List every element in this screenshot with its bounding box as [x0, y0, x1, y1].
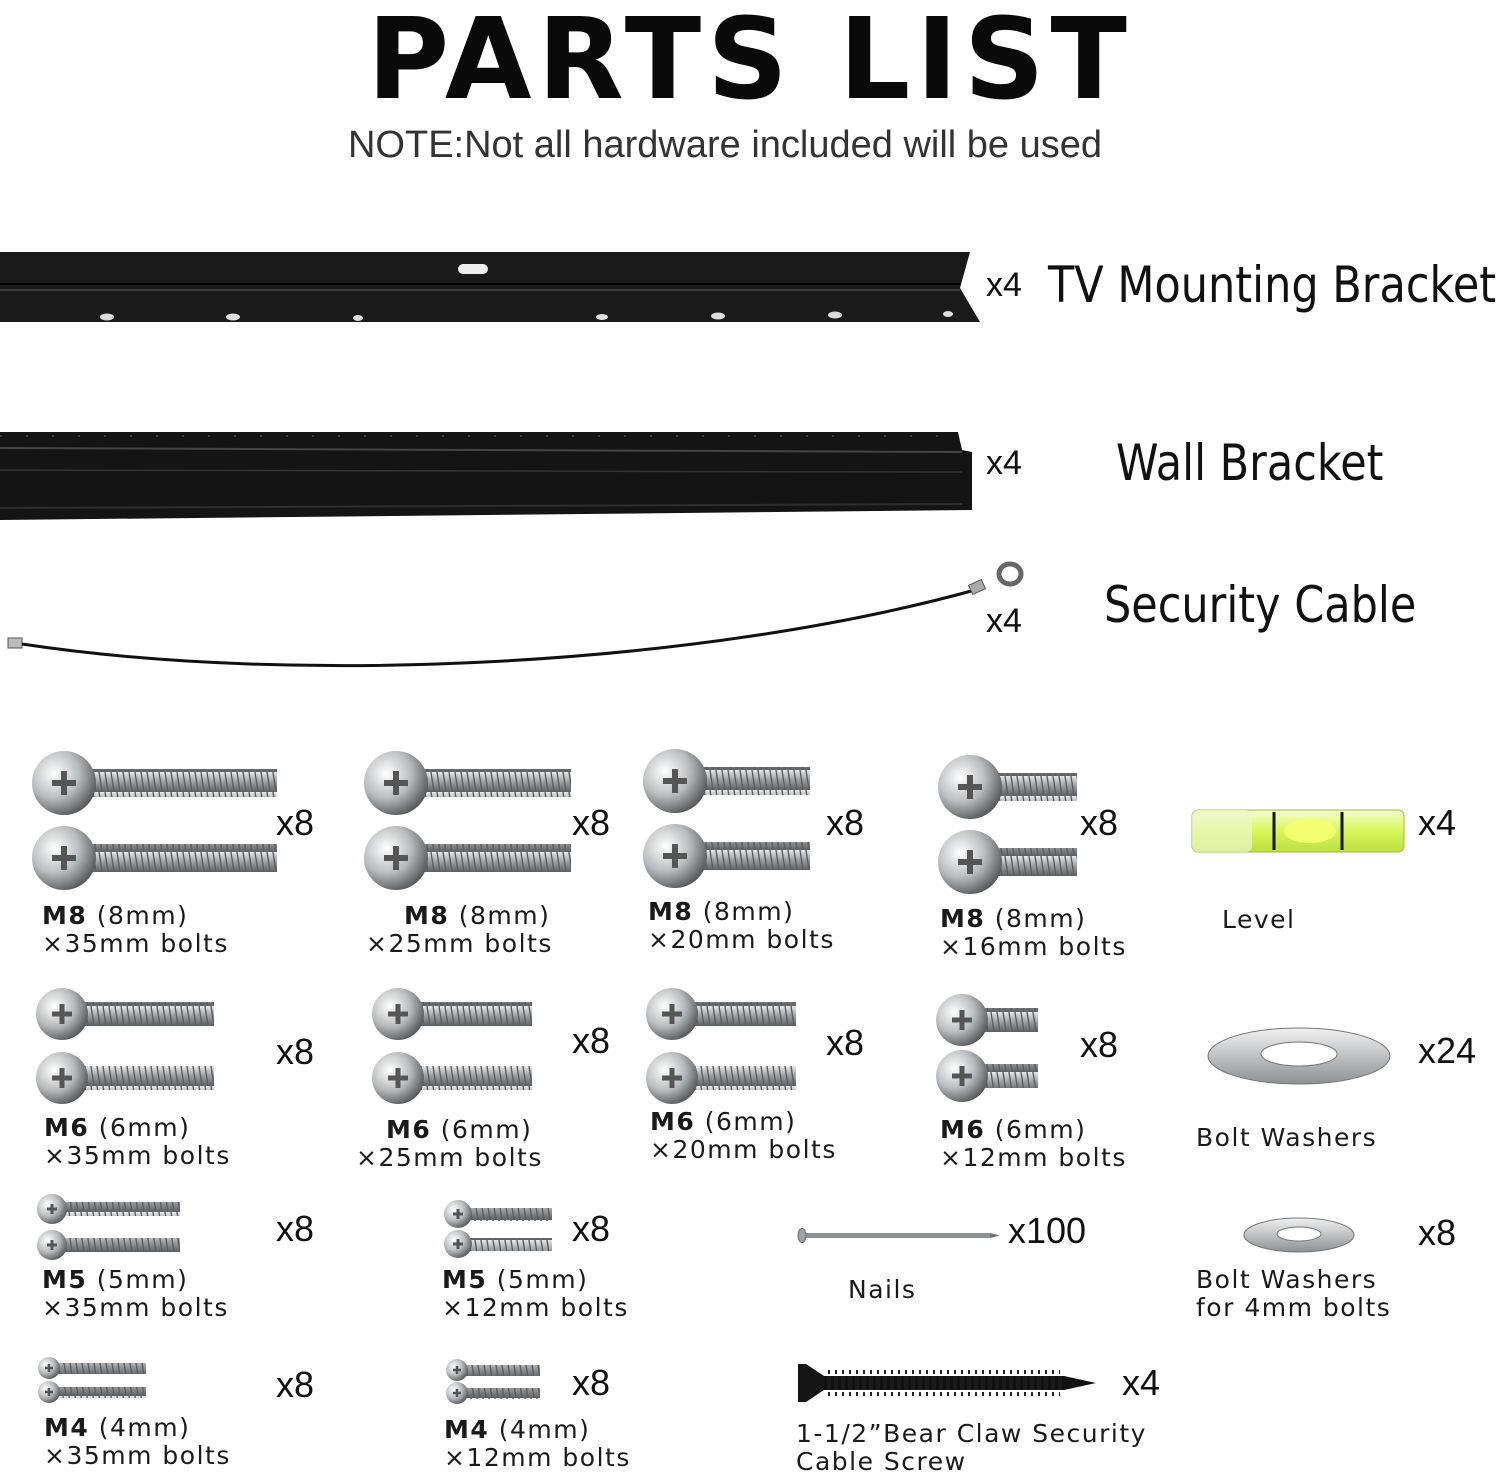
m4-35mm-dia: (4mm) [98, 1413, 191, 1442]
m8-20mm-caption [648, 898, 835, 954]
small-washer-label-line2: for 4mm bolts [1196, 1293, 1392, 1322]
m6-12mm-length: ×12mm bolts [940, 1143, 1127, 1172]
level-label: Level [1222, 905, 1296, 934]
m4-12mm-size: M4 [444, 1415, 490, 1444]
bolt-washer-icon [1206, 1026, 1392, 1086]
note-text: NOTE:Not all hardware included will be used [347, 124, 1103, 166]
small-washer-label [1196, 1266, 1391, 1322]
security-cable-label: Security Cable [1104, 576, 1417, 634]
m8-20mm-qty: x8 [826, 802, 865, 843]
m5-35mm-bolt-icon [38, 1192, 188, 1267]
m6-12mm-caption [940, 1116, 1127, 1172]
bear-claw-screw-qty: x4 [1122, 1362, 1161, 1403]
small-washer-qty: x8 [1418, 1212, 1457, 1253]
page-title: PARTS LIST [367, 0, 1133, 125]
small-washer-icon [1242, 1216, 1356, 1254]
m6-12mm-bolt-icon [936, 992, 1046, 1112]
m8-20mm-length: ×20mm bolts [648, 925, 835, 954]
wall-bracket-qty: x4 [986, 444, 1022, 482]
m6-25mm-caption [356, 1116, 543, 1172]
tv-mounting-bracket-icon [0, 250, 990, 330]
m8-16mm-bolt-icon [938, 756, 1088, 906]
m4-35mm-length: ×35mm bolts [44, 1441, 231, 1470]
m5-12mm-qty: x8 [572, 1208, 611, 1249]
security-cable-icon [0, 556, 1030, 696]
m6-25mm-bolt-icon [372, 986, 542, 1106]
m5-12mm-bolt-icon [444, 1200, 559, 1262]
m6-35mm-size: M6 [44, 1113, 90, 1142]
m6-12mm-size: M6 [940, 1115, 986, 1144]
m6-35mm-bolt-icon [36, 986, 226, 1106]
wall-bracket-icon [0, 430, 975, 522]
m6-20mm-caption [650, 1108, 837, 1164]
m8-16mm-caption [940, 905, 1127, 961]
m6-20mm-dia: (6mm) [704, 1107, 797, 1136]
m8-16mm-size: M8 [940, 904, 986, 933]
bear-claw-screw-icon [798, 1362, 1098, 1404]
m8-25mm-dia: (8mm) [458, 901, 551, 930]
small-washer-label-line1: Bolt Washers [1196, 1265, 1378, 1294]
security-cable-qty: x4 [986, 602, 1022, 640]
m4-12mm-dia: (4mm) [498, 1415, 591, 1444]
m5-35mm-qty: x8 [276, 1208, 315, 1249]
m4-35mm-caption [44, 1414, 231, 1470]
m8-35mm-dia: (8mm) [96, 901, 189, 930]
m5-35mm-size: M5 [42, 1265, 88, 1294]
m8-16mm-length: ×16mm bolts [940, 932, 1127, 961]
m4-12mm-length: ×12mm bolts [444, 1443, 631, 1472]
m8-35mm-length: ×35mm bolts [42, 929, 229, 958]
level-icon [1192, 810, 1407, 856]
m5-35mm-dia: (5mm) [96, 1265, 189, 1294]
m5-35mm-length: ×35mm bolts [42, 1293, 229, 1322]
m6-20mm-bolt-icon [646, 986, 806, 1106]
wall-bracket-label: Wall Bracket [1116, 434, 1384, 492]
m4-35mm-size: M4 [44, 1413, 90, 1442]
m4-12mm-caption [444, 1416, 631, 1472]
m4-35mm-bolt-icon [38, 1356, 153, 1406]
m5-12mm-length: ×12mm bolts [442, 1293, 629, 1322]
m6-12mm-qty: x8 [1080, 1024, 1119, 1065]
m4-35mm-qty: x8 [276, 1364, 315, 1405]
nails-qty: x100 [1008, 1210, 1087, 1251]
bear-claw-screw-label [796, 1420, 1147, 1476]
nail-icon [796, 1226, 1006, 1246]
bear-claw-screw-label-line2: Cable Screw [796, 1447, 967, 1476]
m6-20mm-length: ×20mm bolts [650, 1135, 837, 1164]
m5-12mm-size: M5 [442, 1265, 488, 1294]
m8-16mm-qty: x8 [1080, 802, 1119, 843]
tv-mounting-bracket-qty: x4 [986, 266, 1022, 304]
m5-35mm-caption [42, 1266, 229, 1322]
m8-35mm-qty: x8 [276, 802, 315, 843]
m8-25mm-qty: x8 [572, 802, 611, 843]
bolt-washer-qty: x24 [1418, 1030, 1477, 1071]
m8-20mm-dia: (8mm) [702, 897, 795, 926]
m6-35mm-caption [44, 1114, 231, 1170]
m5-12mm-caption [442, 1266, 629, 1322]
m6-20mm-size: M6 [650, 1107, 696, 1136]
tv-mounting-bracket-label: TV Mounting Bracket [1048, 256, 1497, 314]
m8-25mm-bolt-icon [364, 752, 584, 902]
m8-25mm-caption [366, 902, 553, 958]
bear-claw-screw-label-line1: 1-1/2”Bear Claw Security [796, 1419, 1147, 1448]
nails-label: Nails [848, 1275, 917, 1304]
m4-12mm-qty: x8 [572, 1362, 611, 1403]
m6-25mm-length: ×25mm bolts [356, 1143, 543, 1172]
m6-35mm-length: ×35mm bolts [44, 1141, 231, 1170]
m6-35mm-dia: (6mm) [98, 1113, 191, 1142]
m6-25mm-size: M6 [386, 1115, 432, 1144]
m6-25mm-dia: (6mm) [440, 1115, 533, 1144]
m8-35mm-bolt-icon [32, 752, 282, 902]
m5-12mm-dia: (5mm) [496, 1265, 589, 1294]
bolt-washer-label: Bolt Washers [1196, 1123, 1378, 1152]
m6-25mm-qty: x8 [572, 1020, 611, 1061]
m8-16mm-dia: (8mm) [994, 904, 1087, 933]
m6-35mm-qty: x8 [276, 1031, 315, 1072]
m6-12mm-dia: (6mm) [994, 1115, 1087, 1144]
m8-25mm-size: M8 [404, 901, 450, 930]
m8-35mm-caption [42, 902, 229, 958]
m4-12mm-bolt-icon [446, 1358, 546, 1408]
level-qty: x4 [1418, 802, 1457, 843]
m6-20mm-qty: x8 [826, 1022, 865, 1063]
m8-35mm-size: M8 [42, 901, 88, 930]
m8-20mm-bolt-icon [643, 750, 823, 900]
m8-25mm-length: ×25mm bolts [366, 929, 553, 958]
m8-20mm-size: M8 [648, 897, 694, 926]
